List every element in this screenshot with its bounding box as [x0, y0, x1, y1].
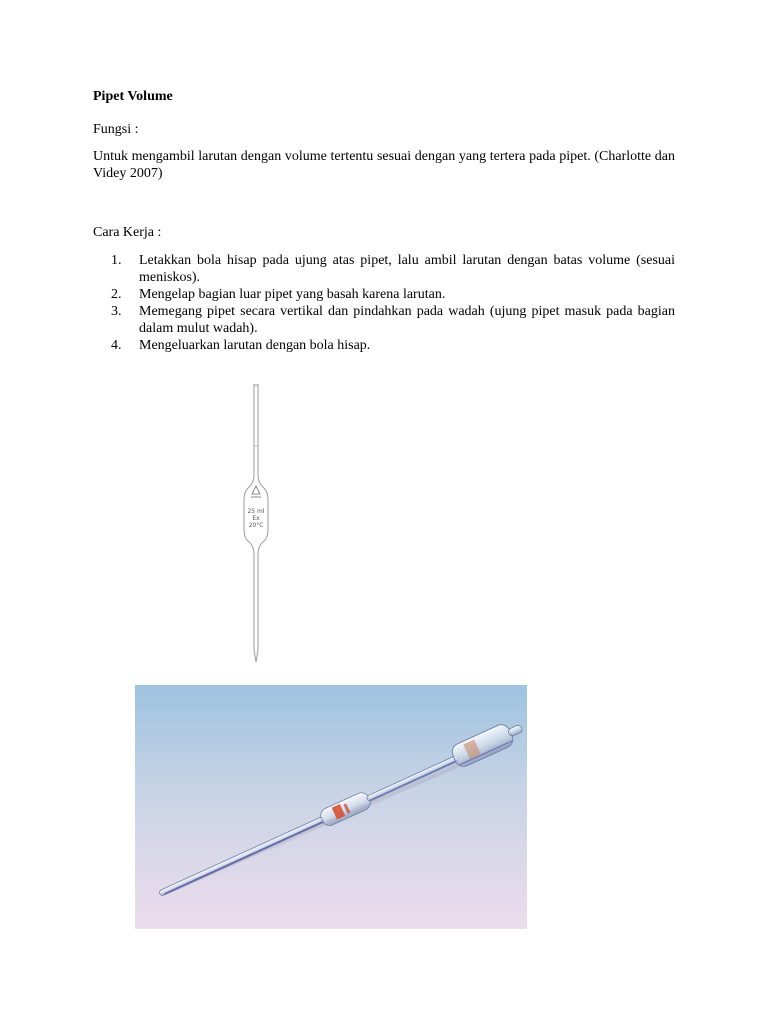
step-number: 4.: [111, 338, 122, 353]
step-text: Mengeluarkan larutan dengan bola hisap.: [139, 338, 371, 353]
list-item: [111, 303, 675, 337]
step-number: 3.: [111, 304, 122, 319]
cara-kerja-label: Cara Kerja :: [93, 225, 162, 240]
fungsi-label: Fungsi :: [93, 122, 139, 137]
list-item: [111, 286, 675, 303]
volumetric-pipette-photo-icon: [135, 685, 527, 929]
drawing-label-volume: 25 ml: [247, 508, 265, 515]
drawing-label-ex: Ex: [252, 515, 260, 522]
document-title: Pipet Volume: [93, 89, 173, 104]
list-item: [111, 337, 675, 354]
step-text: Memegang pipet secara vertikal dan pindahkan pada wadah (ujung pipet masuk pada bagian dalam mulut wadah).: [139, 304, 675, 336]
fungsi-paragraph: Untuk mengambil larutan dengan volume tertentu sesuai dengan yang tertera pada pipet. (Charlotte dan Videy 2007): [93, 149, 675, 181]
step-text: Letakkan bola hisap pada ujung atas pipet, lalu ambil larutan dengan batas volume (sesuai meniskos).: [139, 253, 675, 285]
steps-list: [111, 252, 675, 354]
drawing-label-temp: 20°C: [248, 522, 264, 529]
list-item: [111, 252, 675, 286]
volumetric-pipette-drawing-icon: [236, 380, 280, 666]
step-number: 1.: [111, 253, 122, 268]
step-number: 2.: [111, 287, 122, 302]
step-text: Mengelap bagian luar pipet yang basah karena larutan.: [139, 287, 446, 302]
